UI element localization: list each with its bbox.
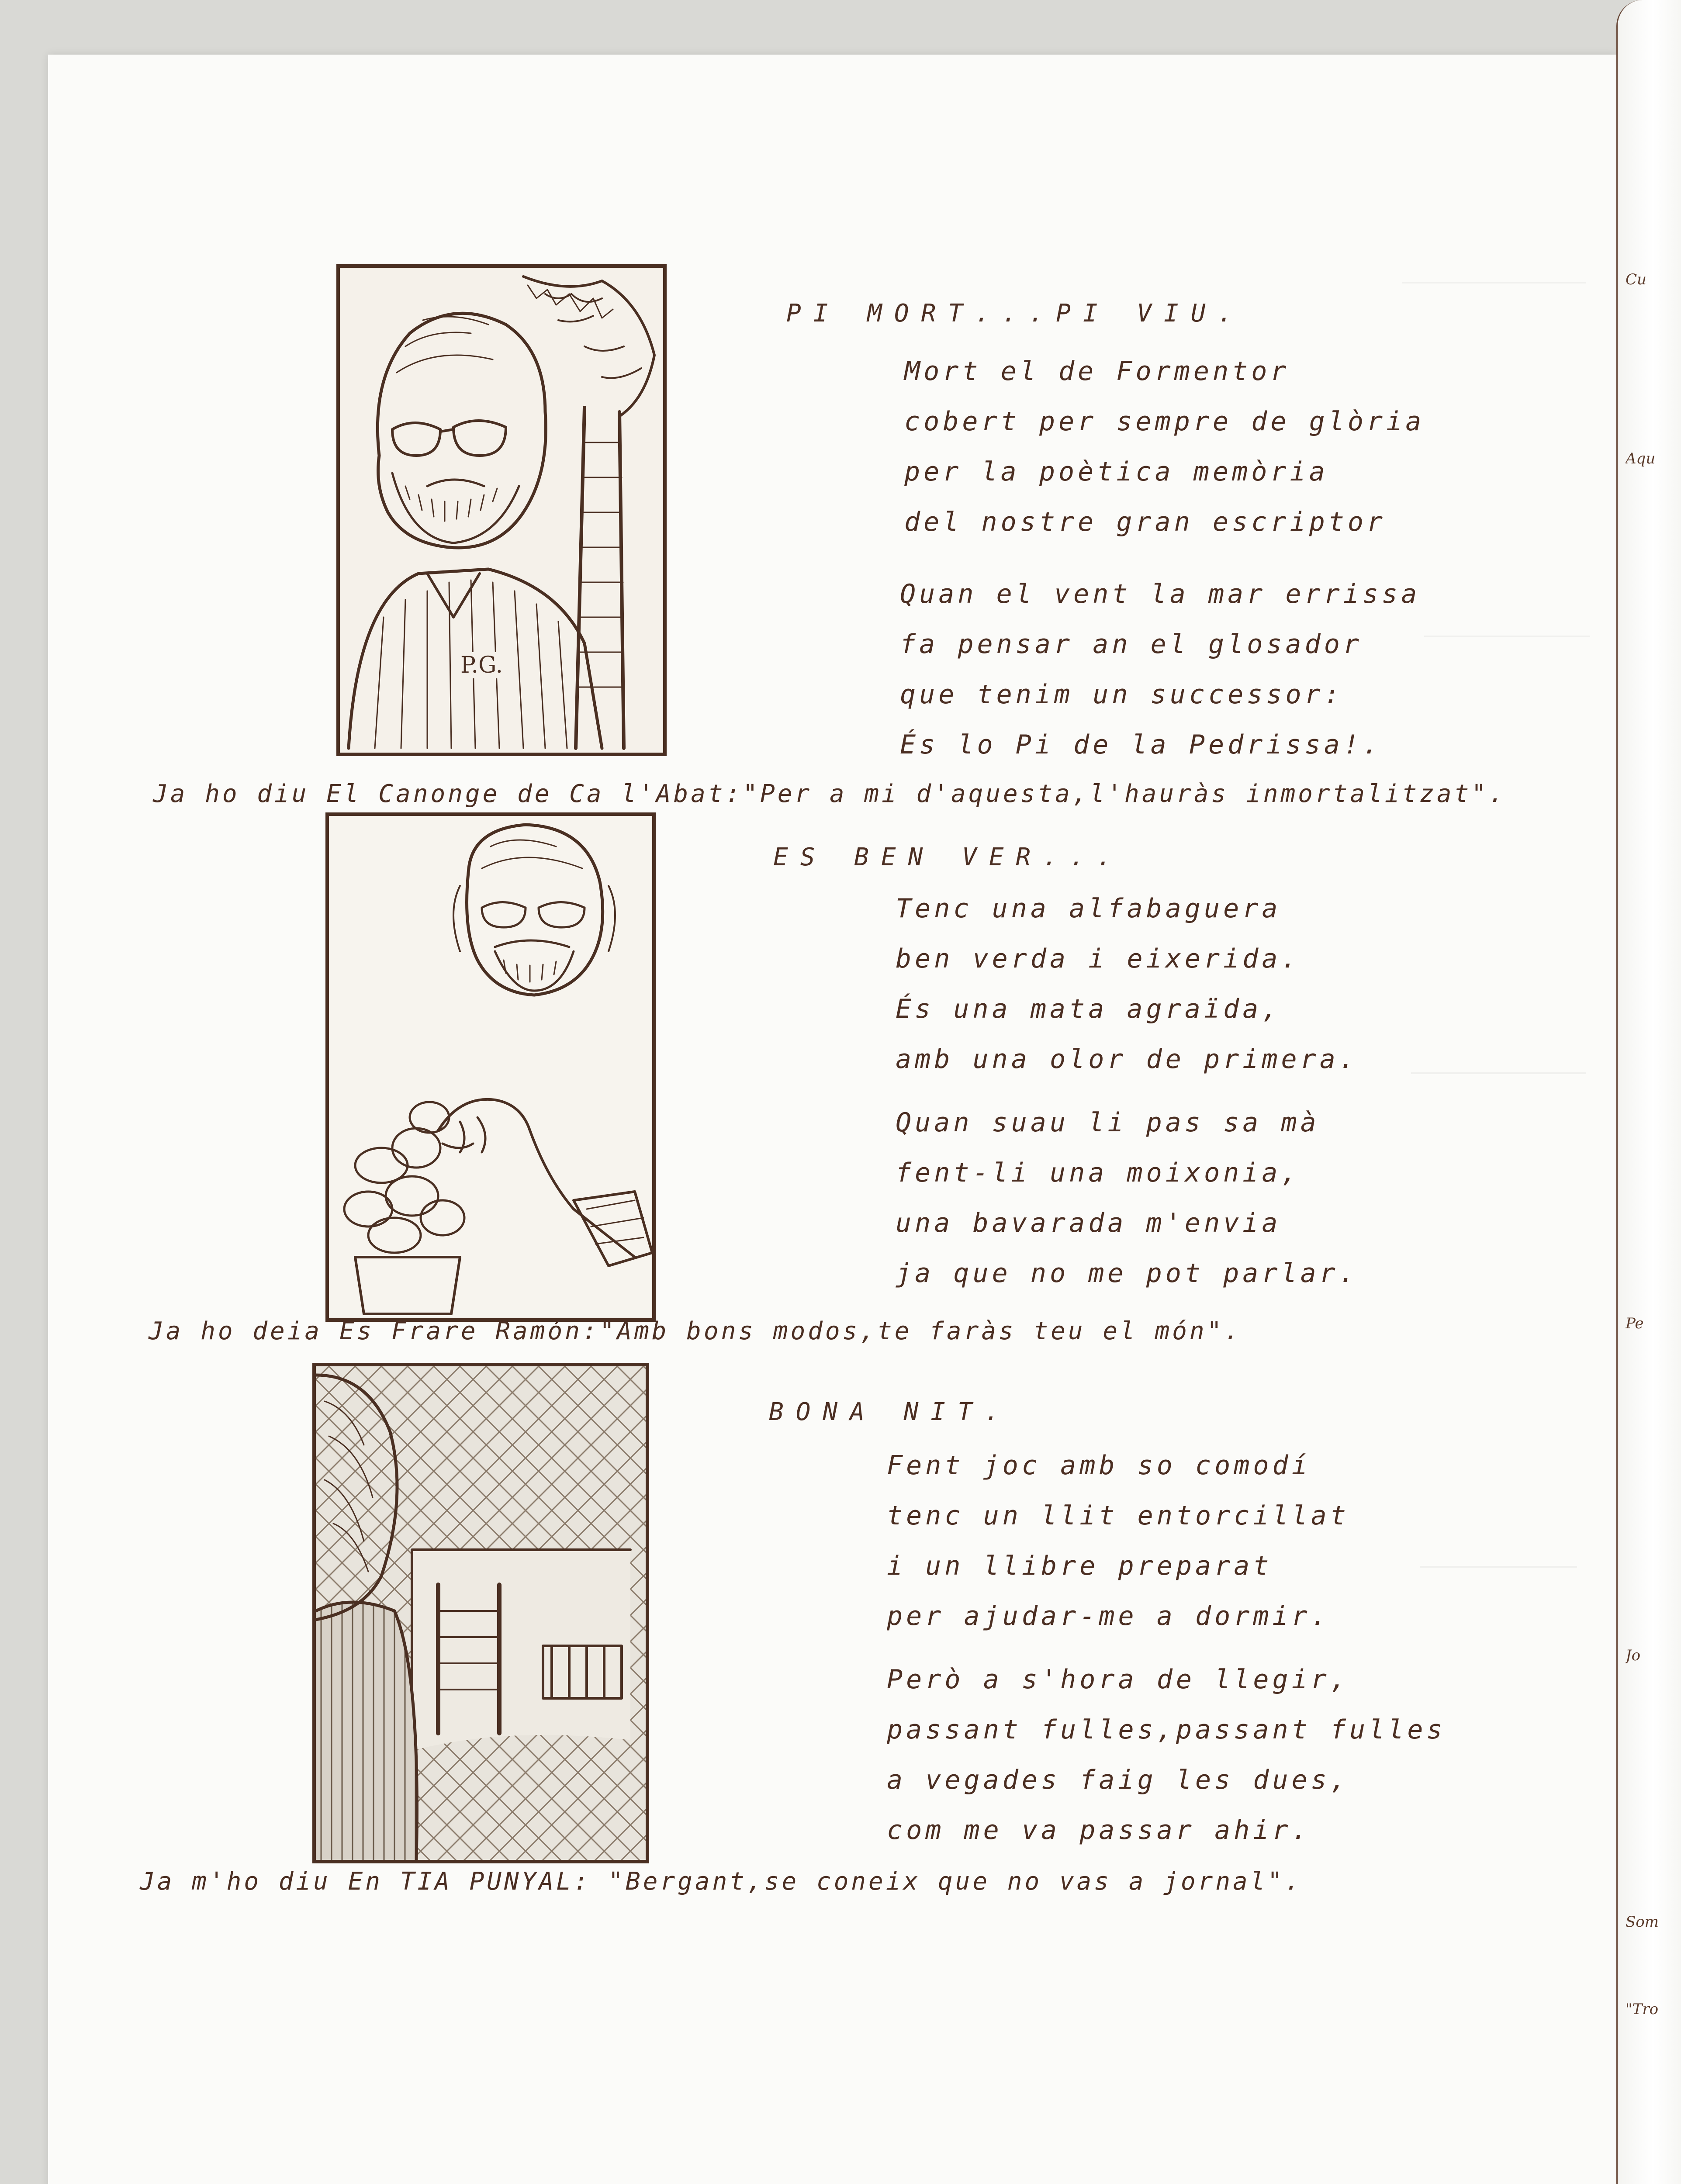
poem-1-line-3: per la poètica memòria xyxy=(904,456,1328,487)
edge-fragment-2: Aqu xyxy=(1626,450,1656,467)
poem-2-line-2: ben verda i eixerida. xyxy=(896,943,1301,974)
edge-fragment-3: Pe xyxy=(1626,1315,1644,1332)
edge-fragment-1: Cu xyxy=(1626,271,1646,288)
edge-fragment-6: "Tro xyxy=(1626,2001,1659,2018)
poem-1-quote: Ja ho diu El Canonge de Ca l'Abat:"Per a mi d'aquesta,l'hauràs inmortalitzat". xyxy=(153,780,1506,808)
show-through-marks xyxy=(1402,282,1586,283)
show-through-marks xyxy=(1424,636,1590,637)
bedroom-drawing xyxy=(316,1366,646,1860)
shirt-initials: P.G. xyxy=(458,652,505,678)
poem-1-line-8: És lo Pi de la Pedrissa!. xyxy=(900,729,1382,760)
poem-3-line-7: a vegades faig les dues, xyxy=(887,1765,1349,1795)
portrait-illustration-1 xyxy=(336,264,667,756)
show-through-marks xyxy=(1420,1566,1577,1568)
poem-3-line-6: passant fulles,passant fulles xyxy=(887,1714,1446,1745)
portrait-illustration-2 xyxy=(325,812,656,1322)
portrait-illustration-3 xyxy=(312,1363,649,1863)
poem-2-line-6: fent-li una moixonia, xyxy=(896,1158,1301,1188)
man-with-basil-drawing xyxy=(329,816,652,1318)
poem-2-line-7: una bavarada m'envia xyxy=(896,1208,1281,1238)
edge-fragment-5: Som xyxy=(1626,1913,1659,1931)
poem-3-quote: Ja m'ho diu En TIA PUNYAL: "Bergant,se coneix que no vas a jornal". xyxy=(140,1867,1302,1896)
poem-2-line-1: Tenc una alfabaguera xyxy=(896,893,1281,924)
poem-1-line-6: fa pensar an el glosador xyxy=(900,629,1363,660)
poem-1-line-5: Quan el vent la mar errissa xyxy=(900,579,1421,609)
poem-3-line-2: tenc un llit entorcillat xyxy=(887,1500,1349,1531)
poem-3-title: BONA NIT. xyxy=(769,1398,1012,1426)
poem-1-title: PI MORT...PI VIU. xyxy=(786,299,1245,328)
poem-3-line-3: i un llibre preparat xyxy=(887,1551,1273,1581)
poem-3-line-1: Fent joc amb so comodí xyxy=(887,1450,1311,1481)
poem-3-line-8: com me va passar ahir. xyxy=(887,1815,1311,1845)
poem-2-quote: Ja ho deia Es Frare Ramón:"Amb bons modos,te faràs teu el món". xyxy=(149,1317,1242,1345)
edge-fragment-4: Jo xyxy=(1626,1647,1641,1664)
poem-1-line-2: cobert per sempre de glòria xyxy=(904,406,1425,437)
poem-2-title: ES BEN VER... xyxy=(773,843,1124,871)
show-through-marks xyxy=(1411,1072,1586,1074)
poem-2-line-4: amb una olor de primera. xyxy=(896,1044,1358,1075)
magazine-page xyxy=(48,55,1616,2184)
bald-man-drawing xyxy=(340,268,663,753)
poem-2-line-3: És una mata agraïda, xyxy=(896,994,1281,1024)
poem-3-line-5: Però a s'hora de llegir, xyxy=(887,1664,1349,1695)
poem-2-line-5: Quan suau li pas sa mà xyxy=(896,1107,1320,1138)
poem-2-line-8: ja que no me pot parlar. xyxy=(896,1258,1358,1289)
adjacent-page-edge xyxy=(1616,0,1681,2184)
poem-3-line-4: per ajudar-me a dormir. xyxy=(887,1601,1330,1631)
poem-1-line-7: que tenim un successor: xyxy=(900,679,1343,710)
poem-1-line-1: Mort el de Formentor xyxy=(904,356,1290,387)
poem-1-line-4: del nostre gran escriptor xyxy=(904,507,1387,537)
